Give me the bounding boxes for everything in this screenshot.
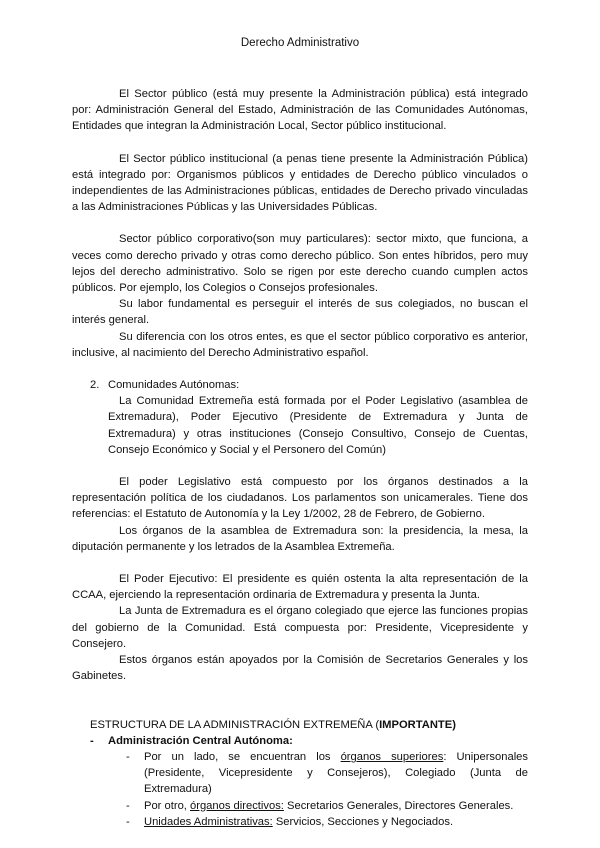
paragraph-comunidad-extremena: La Comunidad Extremeña está formada por el Poder Legislativo (asamblea de Extremadura), Poder Ejecutivo (Presidente de Extremadura y Junta de Extremadura) y otras instituciones (Consejo Consultivo, Consejo de Cuentas, Consejo Económico y Social y el Personero del Común) — [108, 395, 528, 456]
sub3-suffix: Servicios, Secciones y Negociados. — [272, 815, 454, 828]
page-header: Derecho Administrativo — [240, 37, 360, 49]
paragraph-poder-ejecutivo: El Poder Ejecutivo: El presidente es quién ostenta la alta representación de la CCAA, ejerciendo la representación ordinaria de Extremadura y presenta la Junta. — [72, 573, 528, 602]
list-number: 2. — [90, 379, 100, 392]
structure-heading — [90, 717, 528, 733]
sub-item-organos-directivos — [72, 798, 528, 814]
sub1-prefix: Por un lado, se encuentran los — [144, 750, 341, 763]
sub2-prefix: Por otro, — [144, 799, 191, 812]
structure-heading-text: ESTRUCTURA DE LA ADMINISTRACIÓN EXTREMEÑA ( — [90, 718, 380, 731]
sub-item-organos-superiores — [72, 749, 528, 798]
sub2-suffix: Secretarios Generales, Directores Generales. — [283, 799, 514, 812]
paragraph-organos-asamblea: Los órganos de la asamblea de Extremadura son: la presidencia, la mesa, la diputación permanente y los letrados de la Asamblea Extremeña. — [72, 524, 528, 553]
sub2-underlined: órganos directivos: — [190, 799, 284, 812]
paragraph-junta: La Junta de Extremadura es el órgano colegiado que ejerce las funciones propias del gobierno de la Comunidad. Está compuesta por: Presidente, Vicepresidente y Consejero. — [72, 605, 528, 650]
paragraph-sector-corporativo: Sector público corporativo(son muy particulares): sector mixto, que funciona, a veces como derecho privado y otras como derecho público. Son entes híbridos, pero muy lejos del derecho administrativo. Solo se rigen por este derecho cuando cumplen actos públicos. Por ejemplo, los Colegios o Consejos profesionales. — [72, 233, 528, 295]
sub-item-unidades — [72, 814, 528, 830]
document-body — [72, 86, 528, 830]
central-autonoma-item — [72, 733, 528, 749]
paragraph-sector-publico: El Sector público (está muy presente la Administración pública) está integrado por: Administración General del Estado, Administración de las Comunidades Autónomas, Entidades que integran la Administración Local, Sector público institucional. — [72, 88, 528, 133]
list-item-title: Comunidades Autónomas: — [108, 379, 240, 392]
structure-heading-bold: IMPORTANTE) — [379, 718, 456, 731]
paragraph-poder-legislativo: El poder Legislativo está compuesto por los órganos destinados a la representación política de los ciudadanos. Los parlamentos son unicamerales. Tiene dos referencias: el Estatuto de Autonomía y la Ley 1/2002, 28 de Febrero, de Gobierno. — [72, 476, 528, 521]
sub1-underlined: órganos superiores — [340, 750, 444, 763]
dash-bullet: - — [90, 734, 94, 747]
sub3-underlined: Unidades Administrativas: — [144, 815, 273, 828]
sub1-suffix: : Unipersonales (Presidente, Vicepresidente y Consejeros), Colegiado (Junta de Extremadura) — [144, 750, 528, 796]
list-item-comunidades — [72, 377, 528, 458]
paragraph-apoyo: Estos órganos están apoyados por la Comisión de Secretarios Generales y los Gabinetes. — [72, 654, 528, 683]
paragraph-diferencia: Su diferencia con los otros entes, es que el sector público corporativo es anterior, inclusive, al nacimiento del Derecho Administrativo español. — [72, 330, 528, 359]
paragraph-labor-fundamental: Su labor fundamental es perseguir el interés de sus colegiados, no buscan el interés general. — [72, 298, 528, 327]
dash-bullet: - — [126, 815, 130, 828]
dash-bullet: - — [126, 750, 130, 763]
paragraph-sector-institucional: El Sector público institucional (a penas tiene presente la Administración Pública) está integrado por: Organismos públicos y entidades de Derecho público vinculados o independientes de las Administraciones públicas, entidades de Derecho privado vinculadas a las Administraciones Públicas y las Universidades Públicas. — [72, 152, 528, 214]
central-autonoma-title: Administración Central Autónoma: — [108, 734, 293, 747]
dash-bullet: - — [126, 799, 130, 812]
